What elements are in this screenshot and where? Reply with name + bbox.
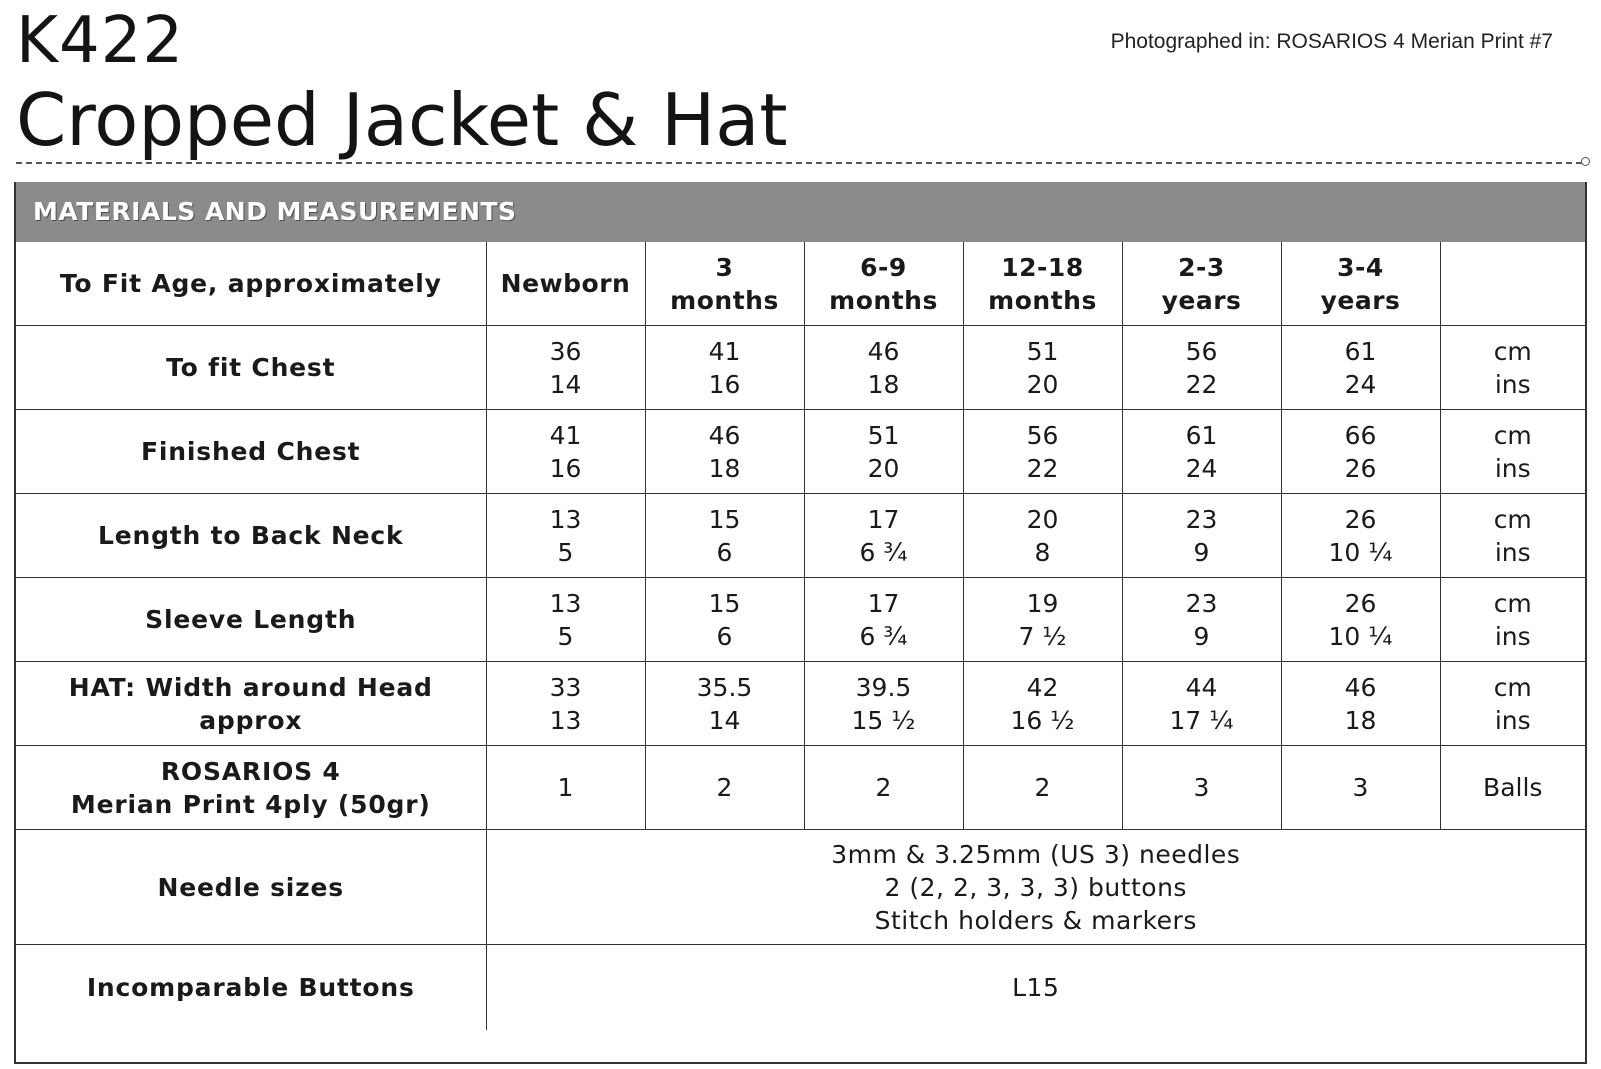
unit-cell: Balls — [1440, 746, 1585, 830]
unit-ins: ins — [1494, 369, 1531, 399]
size-header-line1: 3 — [715, 252, 734, 282]
row-label — [16, 662, 486, 746]
age-row — [16, 242, 1585, 326]
ins-value: 14 — [549, 369, 582, 399]
ins-value: 15 ½ — [851, 705, 916, 735]
unit-ins: ins — [1494, 537, 1531, 567]
ins-value: 17 ¼ — [1169, 705, 1234, 735]
ins-value: 20 — [1026, 369, 1059, 399]
size-header-cell — [1122, 242, 1281, 326]
materials-sheet — [14, 182, 1587, 1064]
size-header-line1: Newborn — [500, 269, 631, 298]
ins-value: 5 — [557, 621, 574, 651]
unit-cm: cm — [1493, 672, 1532, 702]
size-header-line2: years — [1161, 285, 1242, 315]
needle-detail-line: Stitch holders & markers — [874, 905, 1197, 935]
measurement-cell — [1281, 578, 1440, 662]
cm-value: 46 — [1344, 672, 1377, 702]
measurement-cell — [1281, 662, 1440, 746]
measurement-cell — [1122, 662, 1281, 746]
measurement-cell — [645, 662, 804, 746]
measurement-cell — [963, 410, 1122, 494]
measurement-cell — [1281, 326, 1440, 410]
size-header-line2: months — [988, 285, 1097, 315]
unit-cell — [1440, 662, 1585, 746]
measurement-cell — [1281, 410, 1440, 494]
cm-value: 20 — [1026, 504, 1059, 534]
measurement-cell — [963, 326, 1122, 410]
measurement-cell — [486, 410, 645, 494]
ins-value: 16 — [708, 369, 741, 399]
row-label: Needle sizes — [16, 830, 486, 945]
cm-value: 33 — [549, 672, 582, 702]
measurement-row — [16, 410, 1585, 494]
cm-value: 23 — [1185, 588, 1218, 618]
cm-value: 15 — [708, 588, 741, 618]
row-label: To fit Chest — [16, 326, 486, 410]
size-header-line1: 3-4 — [1337, 252, 1384, 282]
measurement-row — [16, 326, 1585, 410]
measurement-cell — [1122, 326, 1281, 410]
size-header-cell — [486, 242, 645, 326]
ins-value: 6 ¾ — [859, 621, 908, 651]
measurement-cell — [645, 578, 804, 662]
measurement-cell — [804, 410, 963, 494]
cm-value: 61 — [1344, 336, 1377, 366]
pattern-title: Cropped Jacket & Hat — [16, 78, 788, 162]
row-label: To Fit Age, approximately — [16, 242, 486, 326]
divider-end-dot — [1581, 157, 1590, 166]
measurement-cell — [1122, 494, 1281, 578]
ins-value: 22 — [1185, 369, 1218, 399]
needle-row — [16, 830, 1585, 945]
ins-value: 26 — [1344, 453, 1377, 483]
ins-value: 6 ¾ — [859, 537, 908, 567]
size-header-line2: years — [1320, 285, 1401, 315]
ins-value: 14 — [708, 705, 741, 735]
ins-value: 24 — [1185, 453, 1218, 483]
unit-ins: ins — [1494, 621, 1531, 651]
measurement-cell — [1122, 410, 1281, 494]
unit-ins: ins — [1494, 453, 1531, 483]
ins-value: 10 ¼ — [1328, 621, 1393, 651]
cm-value: 42 — [1026, 672, 1059, 702]
measurement-cell — [1281, 494, 1440, 578]
row-label — [16, 746, 486, 830]
cm-value: 13 — [549, 504, 582, 534]
row-label: Incomparable Buttons — [16, 945, 486, 1031]
measurement-cell — [804, 578, 963, 662]
cm-value: 15 — [708, 504, 741, 534]
ins-value: 10 ¼ — [1328, 537, 1393, 567]
unit-cm: cm — [1493, 588, 1532, 618]
ins-value: 13 — [549, 705, 582, 735]
size-header-cell — [645, 242, 804, 326]
ins-value: 9 — [1193, 621, 1210, 651]
unit-ins: ins — [1494, 705, 1531, 735]
balls-cell: 2 — [645, 746, 804, 830]
balls-cell: 2 — [804, 746, 963, 830]
cm-value: 19 — [1026, 588, 1059, 618]
ins-value: 20 — [867, 453, 900, 483]
measurement-cell — [486, 662, 645, 746]
ins-value: 6 — [716, 537, 733, 567]
measurement-row — [16, 494, 1585, 578]
measurement-row — [16, 578, 1585, 662]
cm-value: 17 — [867, 588, 900, 618]
measurement-cell — [645, 410, 804, 494]
cm-value: 23 — [1185, 504, 1218, 534]
balls-cell: 3 — [1122, 746, 1281, 830]
cm-value: 51 — [867, 420, 900, 450]
measurements-table — [16, 242, 1585, 1030]
ins-value: 9 — [1193, 537, 1210, 567]
yarn-name-line2: Merian Print 4ply (50gr) — [70, 789, 431, 819]
cm-value: 26 — [1344, 504, 1377, 534]
cm-value: 61 — [1185, 420, 1218, 450]
measurement-cell — [486, 494, 645, 578]
measurement-cell — [486, 326, 645, 410]
ins-value: 6 — [716, 621, 733, 651]
balls-cell: 1 — [486, 746, 645, 830]
ins-value: 22 — [1026, 453, 1059, 483]
measurement-cell — [963, 578, 1122, 662]
row-label-line2: approx — [199, 705, 303, 735]
yarn-name-line1: ROSARIOS 4 — [160, 756, 341, 786]
size-header-line1: 6-9 — [860, 252, 907, 282]
measurement-cell — [963, 662, 1122, 746]
needle-detail-line: 3mm & 3.25mm (US 3) needles — [831, 839, 1241, 869]
ins-value: 16 ½ — [1010, 705, 1075, 735]
cm-value: 51 — [1026, 336, 1059, 366]
cm-value: 56 — [1185, 336, 1218, 366]
measurement-cell — [645, 326, 804, 410]
cm-value: 66 — [1344, 420, 1377, 450]
measurement-cell — [804, 494, 963, 578]
ins-value: 18 — [867, 369, 900, 399]
dashed-divider — [16, 162, 1582, 164]
unit-cell — [1440, 326, 1585, 410]
photographed-in-note: Photographed in: ROSARIOS 4 Merian Print #7 — [1110, 30, 1553, 53]
measurement-cell — [963, 494, 1122, 578]
cm-value: 41 — [549, 420, 582, 450]
ins-value: 16 — [549, 453, 582, 483]
unit-header-cell — [1440, 242, 1585, 326]
buttons-value-cell: L15 — [486, 945, 1585, 1031]
size-header-cell — [963, 242, 1122, 326]
measurement-cell — [804, 326, 963, 410]
cm-value: 44 — [1185, 672, 1218, 702]
balls-cell: 2 — [963, 746, 1122, 830]
cm-value: 46 — [867, 336, 900, 366]
row-label: Sleeve Length — [16, 578, 486, 662]
measurement-cell — [804, 662, 963, 746]
cm-value: 26 — [1344, 588, 1377, 618]
cm-value: 46 — [708, 420, 741, 450]
unit-cell — [1440, 578, 1585, 662]
size-header-line1: 2-3 — [1178, 252, 1225, 282]
size-header-cell — [1281, 242, 1440, 326]
unit-cell — [1440, 494, 1585, 578]
yarn-row — [16, 746, 1585, 830]
unit-cm: cm — [1493, 504, 1532, 534]
cm-value: 41 — [708, 336, 741, 366]
ins-value: 18 — [1344, 705, 1377, 735]
size-header-cell — [804, 242, 963, 326]
ins-value: 24 — [1344, 369, 1377, 399]
size-header-line2: months — [829, 285, 938, 315]
buttons-row — [16, 945, 1585, 1031]
row-label: Finished Chest — [16, 410, 486, 494]
cm-value: 36 — [549, 336, 582, 366]
ins-value: 7 ½ — [1018, 621, 1067, 651]
unit-cm: cm — [1493, 336, 1532, 366]
cm-value: 35.5 — [696, 672, 753, 702]
needle-detail-line: 2 (2, 2, 3, 3, 3) buttons — [884, 872, 1187, 902]
measurement-row — [16, 662, 1585, 746]
balls-cell: 3 — [1281, 746, 1440, 830]
cm-value: 13 — [549, 588, 582, 618]
row-label-line1: HAT: Width around Head — [68, 672, 433, 702]
unit-cm: cm — [1493, 420, 1532, 450]
ins-value: 18 — [708, 453, 741, 483]
section-title-band: MATERIALS AND MEASUREMENTS — [16, 182, 1585, 242]
unit-cell — [1440, 410, 1585, 494]
ins-value: 5 — [557, 537, 574, 567]
measurement-cell — [486, 578, 645, 662]
needle-details-cell — [486, 830, 1585, 945]
measurements-table-body — [16, 242, 1585, 1030]
size-header-line2: months — [670, 285, 779, 315]
cm-value: 39.5 — [855, 672, 912, 702]
cm-value: 17 — [867, 504, 900, 534]
measurement-cell — [1122, 578, 1281, 662]
row-label: Length to Back Neck — [16, 494, 486, 578]
measurement-cell — [645, 494, 804, 578]
cm-value: 56 — [1026, 420, 1059, 450]
size-header-line1: 12-18 — [1001, 252, 1084, 282]
ins-value: 8 — [1034, 537, 1051, 567]
pattern-code: K422 — [16, 4, 185, 78]
